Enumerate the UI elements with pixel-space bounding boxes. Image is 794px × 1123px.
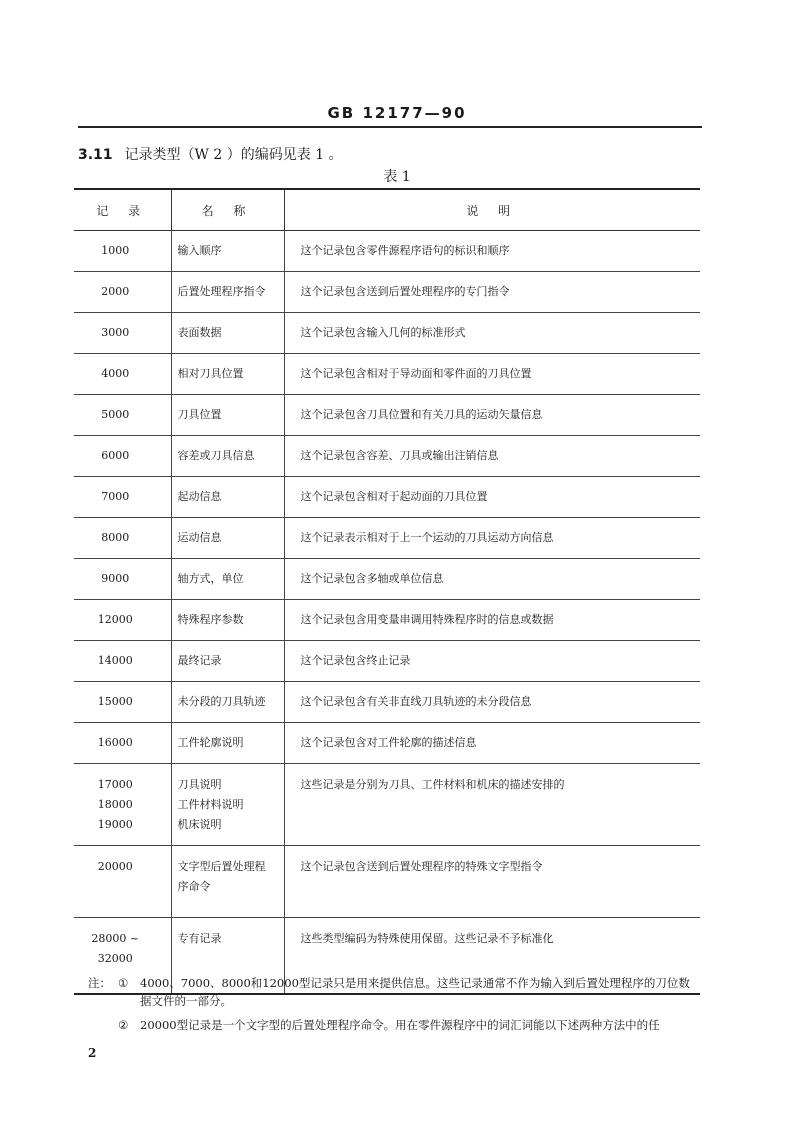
record-code: 5000: [101, 408, 130, 421]
record-code: 15000: [97, 695, 133, 708]
record-description: 这个记录包含送到后置处理程序的特殊文字型指令: [284, 846, 700, 918]
record-name: 起动信息: [177, 490, 222, 503]
table-row: [74, 436, 700, 477]
record-name: 刀具位置: [177, 408, 222, 421]
record-code-cell: [74, 354, 171, 395]
record-code: 28000 ~: [91, 932, 140, 945]
record-description: 这个记录包含送到后置处理程序的专门指令: [284, 272, 700, 313]
record-code-cell: [74, 395, 171, 436]
table-caption: 表 1: [383, 169, 411, 185]
record-name: 相对刀具位置: [177, 367, 244, 380]
record-code-cell: [74, 723, 171, 764]
header-name: 名 称: [171, 189, 284, 231]
table-row: [74, 272, 700, 313]
record-name: 工件材料说明: [177, 798, 244, 811]
record-code-cell: [74, 313, 171, 354]
record-name: 容差或刀具信息: [177, 449, 255, 462]
record-name-cell: [171, 395, 284, 436]
record-code: 7000: [101, 490, 130, 503]
record-name: 最终记录: [177, 654, 222, 667]
record-name-cell: [171, 231, 284, 272]
record-code: 19000: [97, 818, 133, 831]
table-row: [74, 518, 700, 559]
record-code-cell: [74, 436, 171, 477]
note-item: [88, 1016, 700, 1034]
record-name-cell: [171, 313, 284, 354]
record-name: 后置处理程序指令: [177, 285, 266, 298]
table-row: [74, 641, 700, 682]
notes: [88, 974, 700, 1040]
record-name-cell: [171, 641, 284, 682]
record-code: 20000: [97, 860, 133, 873]
record-name: 轴方式，单位: [177, 572, 244, 585]
record-name-cell: [171, 518, 284, 559]
record-code: 14000: [97, 654, 133, 667]
header-record: 记 录: [74, 189, 171, 231]
record-name-cell: [171, 477, 284, 518]
record-description: 这个记录包含刀具位置和有关刀具的运动矢量信息: [284, 395, 700, 436]
standard-code-header: GB 12177—90: [327, 104, 467, 122]
record-code: 12000: [97, 613, 133, 626]
table-row: [74, 764, 700, 846]
note-marker: ①: [118, 976, 129, 990]
notes-label: 注：: [88, 976, 111, 990]
record-description: 这个记录包含终止记录: [284, 641, 700, 682]
record-description: 这个记录包含零件源程序语句的标识和顺序: [284, 231, 700, 272]
record-code: 32000: [97, 952, 133, 965]
record-name: 表面数据: [177, 326, 222, 339]
note-item: [88, 974, 700, 1010]
header-rule: [78, 126, 702, 128]
record-name-cell: [171, 846, 284, 918]
record-code: 18000: [97, 798, 133, 811]
record-description: 这个记录表示相对于上一个运动的刀具运动方向信息: [284, 518, 700, 559]
record-description: 这个记录包含输入几何的标准形式: [284, 313, 700, 354]
record-name-cell: [171, 723, 284, 764]
record-name: 序命令: [177, 880, 211, 893]
record-code: 2000: [101, 285, 130, 298]
record-code: 4000: [101, 367, 130, 380]
record-code-cell: [74, 272, 171, 313]
record-code-cell: [74, 231, 171, 272]
record-code-cell: [74, 518, 171, 559]
record-name: 机床说明: [177, 818, 222, 831]
record-description: 这个记录包含容差、刀具或输出注销信息: [284, 436, 700, 477]
table-row: [74, 723, 700, 764]
record-name: 输入顺序: [177, 244, 222, 257]
record-code-cell: [74, 477, 171, 518]
record-name: 特殊程序参数: [177, 613, 244, 626]
record-name: 未分段的刀具轨迹: [177, 695, 266, 708]
section-text: 记录类型（W 2 ）的编码见表 1 。: [124, 147, 343, 163]
table-row: [74, 231, 700, 272]
record-name-cell: [171, 600, 284, 641]
table-row: [74, 682, 700, 723]
table-body: [74, 231, 700, 995]
table-header-row: [74, 189, 700, 231]
record-code-cell: [74, 559, 171, 600]
header-description: 说 明: [284, 189, 700, 231]
record-code-cell: [74, 641, 171, 682]
record-code-cell: [74, 682, 171, 723]
record-description: 这个记录包含用变量串调用特殊程序时的信息或数据: [284, 600, 700, 641]
record-description: 这些记录是分别为刀具、工件材料和机床的描述安排的: [284, 764, 700, 846]
record-description: 这个记录包含对工件轮廓的描述信息: [284, 723, 700, 764]
record-code-cell: [74, 764, 171, 846]
table-row: [74, 313, 700, 354]
record-description: 这个记录包含相对于导动面和零件面的刀具位置: [284, 354, 700, 395]
table-row: [74, 600, 700, 641]
record-code: 3000: [101, 326, 130, 339]
record-name-cell: [171, 436, 284, 477]
record-name-cell: [171, 354, 284, 395]
record-description: 这个记录包含相对于起动面的刀具位置: [284, 477, 700, 518]
record-code-cell: [74, 846, 171, 918]
record-code: 17000: [97, 778, 133, 791]
record-description: 这些类型编码为特殊使用保留。这些记录不予标准化: [284, 918, 700, 995]
record-code: 9000: [101, 572, 130, 585]
record-code: 6000: [101, 449, 130, 462]
record-code-cell: [74, 600, 171, 641]
table-row: [74, 477, 700, 518]
table-row: [74, 395, 700, 436]
record-name-cell: [171, 682, 284, 723]
record-code: 16000: [97, 736, 133, 749]
table-row: [74, 846, 700, 918]
record-name: 工件轮廓说明: [177, 736, 244, 749]
note-text: 20000型记录是一个文字型的后置处理程序命令。用在零件源程序中的词汇词能以下述两种方法中的任: [140, 1018, 660, 1032]
record-name: 文字型后置处理程: [177, 860, 266, 873]
record-description: 这个记录包含多轴或单位信息: [284, 559, 700, 600]
section-number: 3.11: [78, 147, 113, 163]
record-name-cell: [171, 272, 284, 313]
record-name: 刀具说明: [177, 778, 222, 791]
record-code: 8000: [101, 531, 130, 544]
record-name-cell: [171, 764, 284, 846]
record-name: 运动信息: [177, 531, 222, 544]
record-description: 这个记录包含有关非直线刀具轨迹的未分段信息: [284, 682, 700, 723]
record-type-table: [74, 188, 700, 995]
note-marker: ②: [118, 1018, 129, 1032]
note-text: 4000、7000、8000和12000型记录只是用来提供信息。这些记录通常不作为输入到后置处理程序的刀位数据文件的一部分。: [140, 976, 690, 1008]
record-name: 专有记录: [177, 932, 222, 945]
table-row: [74, 559, 700, 600]
table-row: [74, 354, 700, 395]
page-number: 2: [88, 1046, 97, 1060]
record-code: 1000: [101, 244, 130, 257]
record-name-cell: [171, 559, 284, 600]
section-heading: [78, 144, 343, 164]
